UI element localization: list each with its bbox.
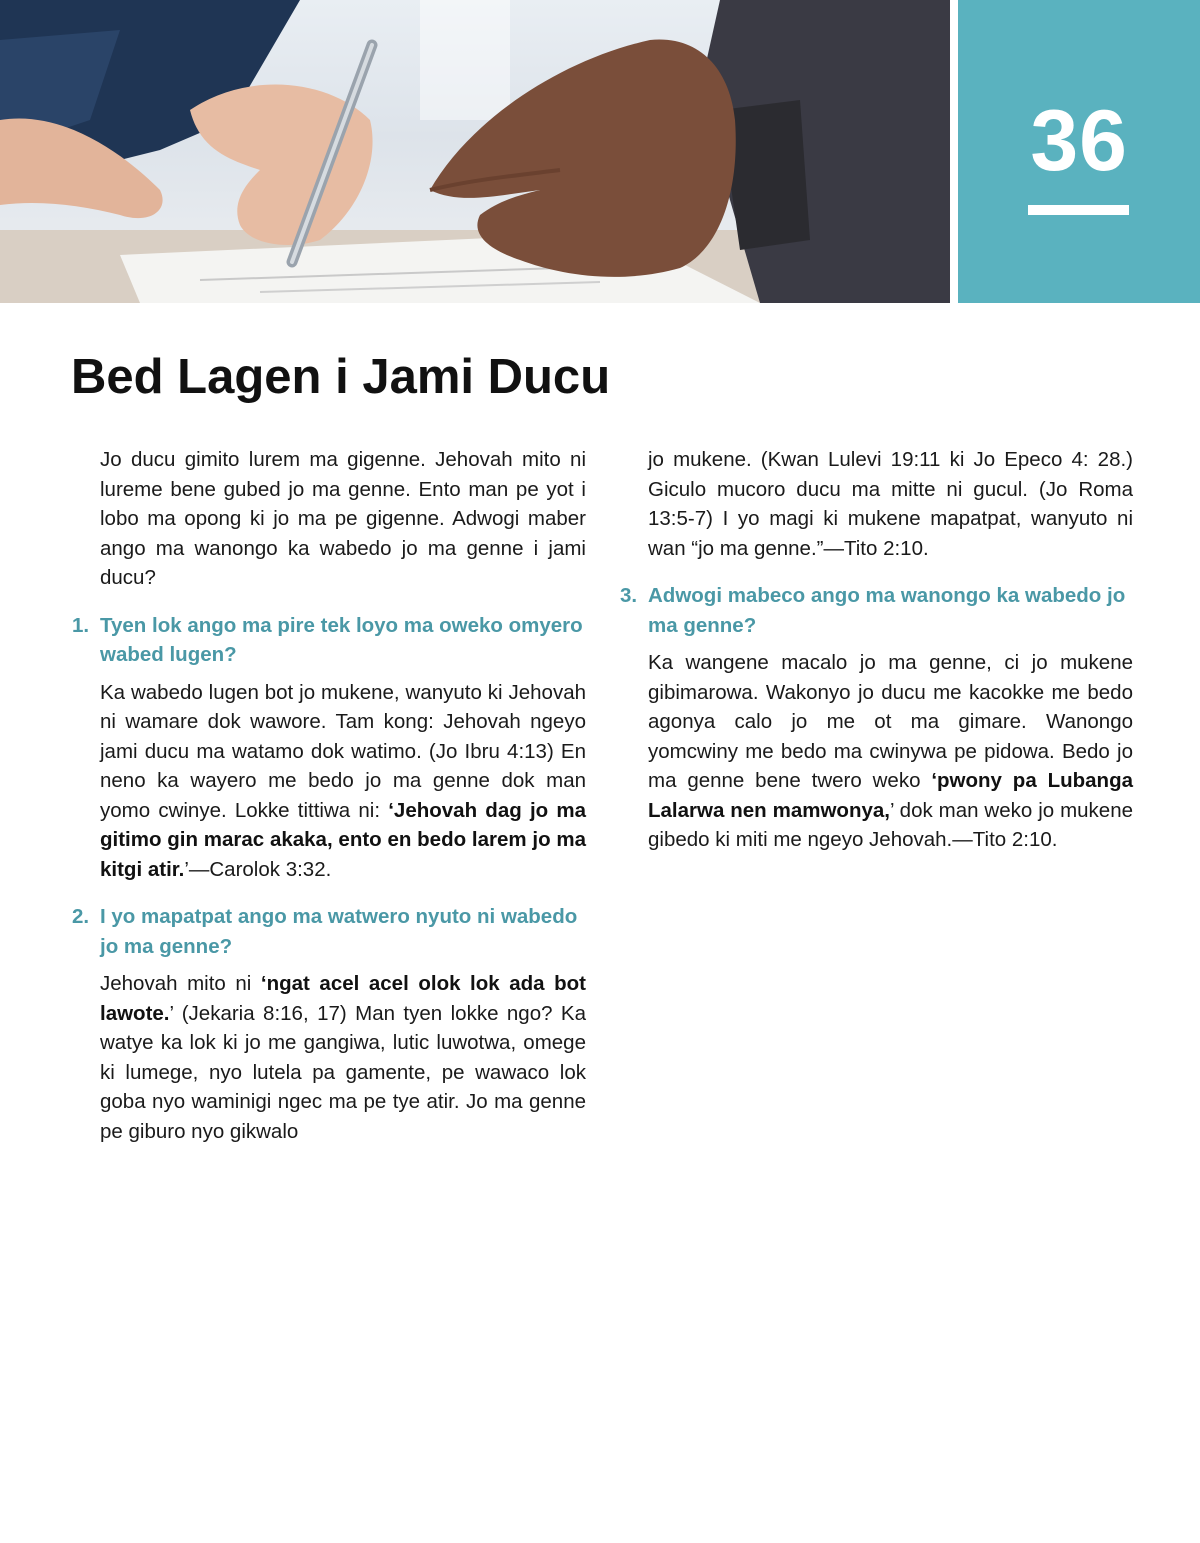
question-2 [72,902,586,961]
answer-2-text: Jehovah mito ni [100,972,261,995]
answer-2 [100,969,586,1146]
question-3-text: Adwogi mabeco ango ma wanongo ka wabedo jo ma genne? [648,584,1126,637]
handshake-contract-illustration [0,0,950,303]
question-3-number: 3. [620,584,638,607]
lesson-number: 36 [1030,93,1128,189]
page-title: Bed Lagen i Jami Ducu [71,350,611,404]
left-column [72,445,586,1164]
answer-1-quote: ‘Jehovah dag jo ma gitimo gin marac akaka, ento en bedo larem jo ma kitgi atir. [100,798,586,881]
answer-1-reference: ’—Carolok 3:32. [184,857,332,881]
question-1-number: 1. [72,613,90,637]
lesson-number-box [958,0,1200,303]
answer-3 [648,648,1133,855]
question-2-text: I yo mapatpat ango ma watwero nyuto ni wabedo jo ma genne? [100,905,578,958]
lesson-number-underline [1028,205,1129,215]
answer-3-quote: ‘pwony pa Lubanga Lalarwa nen mamwonya, [648,769,1133,822]
answer-1-text: Ka wabedo lugen bot jo mukene, wanyuto ki Jehovah ni wamare dok wawore. Tam kong: Jehovah ngeyo jami ducu ma watamo dok watimo. (Jo Ibru 4:13) En neno ka wayero me bedo jo ma genne dok man yomo cwinye. Lokke tittiwa ni: [100,680,586,822]
answer-2-continued: jo mukene. (Kwan Lulevi 19:11 ki Jo Epeco 4: 28.) Giculo mucoro ducu ma mitte ni gucul. (Jo Roma 13:5-7) I yo magi ki mukene mapatpat, wanyuto ni wan “jo ma genne.”—Tito 2:10. [648,448,1133,560]
answer-2-reference: ’ (Jekaria 8:16, 17) Man tyen lokke ngo? Ka watye ka lok ki jo me gangiwa, lutic luwotwa, omege ki lumege, nyo lutela pa gamente, pe wawaco lok goba nyo waminigi ngec ma pe tye atir. Jo ma genne pe giburo nyo gikwalo [100,1001,586,1143]
question-1-text: Tyen lok ango ma pire tek loyo ma oweko omyero wabed lugen? [100,613,583,666]
intro-paragraph: Jo ducu gimito lurem ma gigenne. Jehovah mito ni lureme bene gubed jo ma genne. Ento man pe yot i lobo ma opong ki jo ma pe gigenne. Adwogi maber ango ma wanongo ka wabedo jo ma genne i jami ducu? [100,448,586,589]
question-1 [72,611,586,670]
question-3 [620,581,1133,640]
question-2-number: 2. [72,905,90,928]
answer-2-quote: ‘ngat acel acel olok lok ada bot lawote. [100,972,586,1025]
answer-3-reference: ’ dok man weko jo mukene gibedo ki miti me ngeyo Jehovah.—Tito 2:10. [648,798,1133,851]
hero-photo [0,0,950,303]
right-column [620,445,1133,873]
answer-3-text: Ka wangene macalo jo ma genne, ci jo mukene gibimarowa. Wakonyo jo ducu me kacokke me bedo agonya calo jo me ot ma gimare. Wanongo yomcwiny me bedo ma cwinywa pe pidowa. Bedo jo ma genne bene twero weko [648,651,1133,792]
answer-1 [100,678,586,885]
